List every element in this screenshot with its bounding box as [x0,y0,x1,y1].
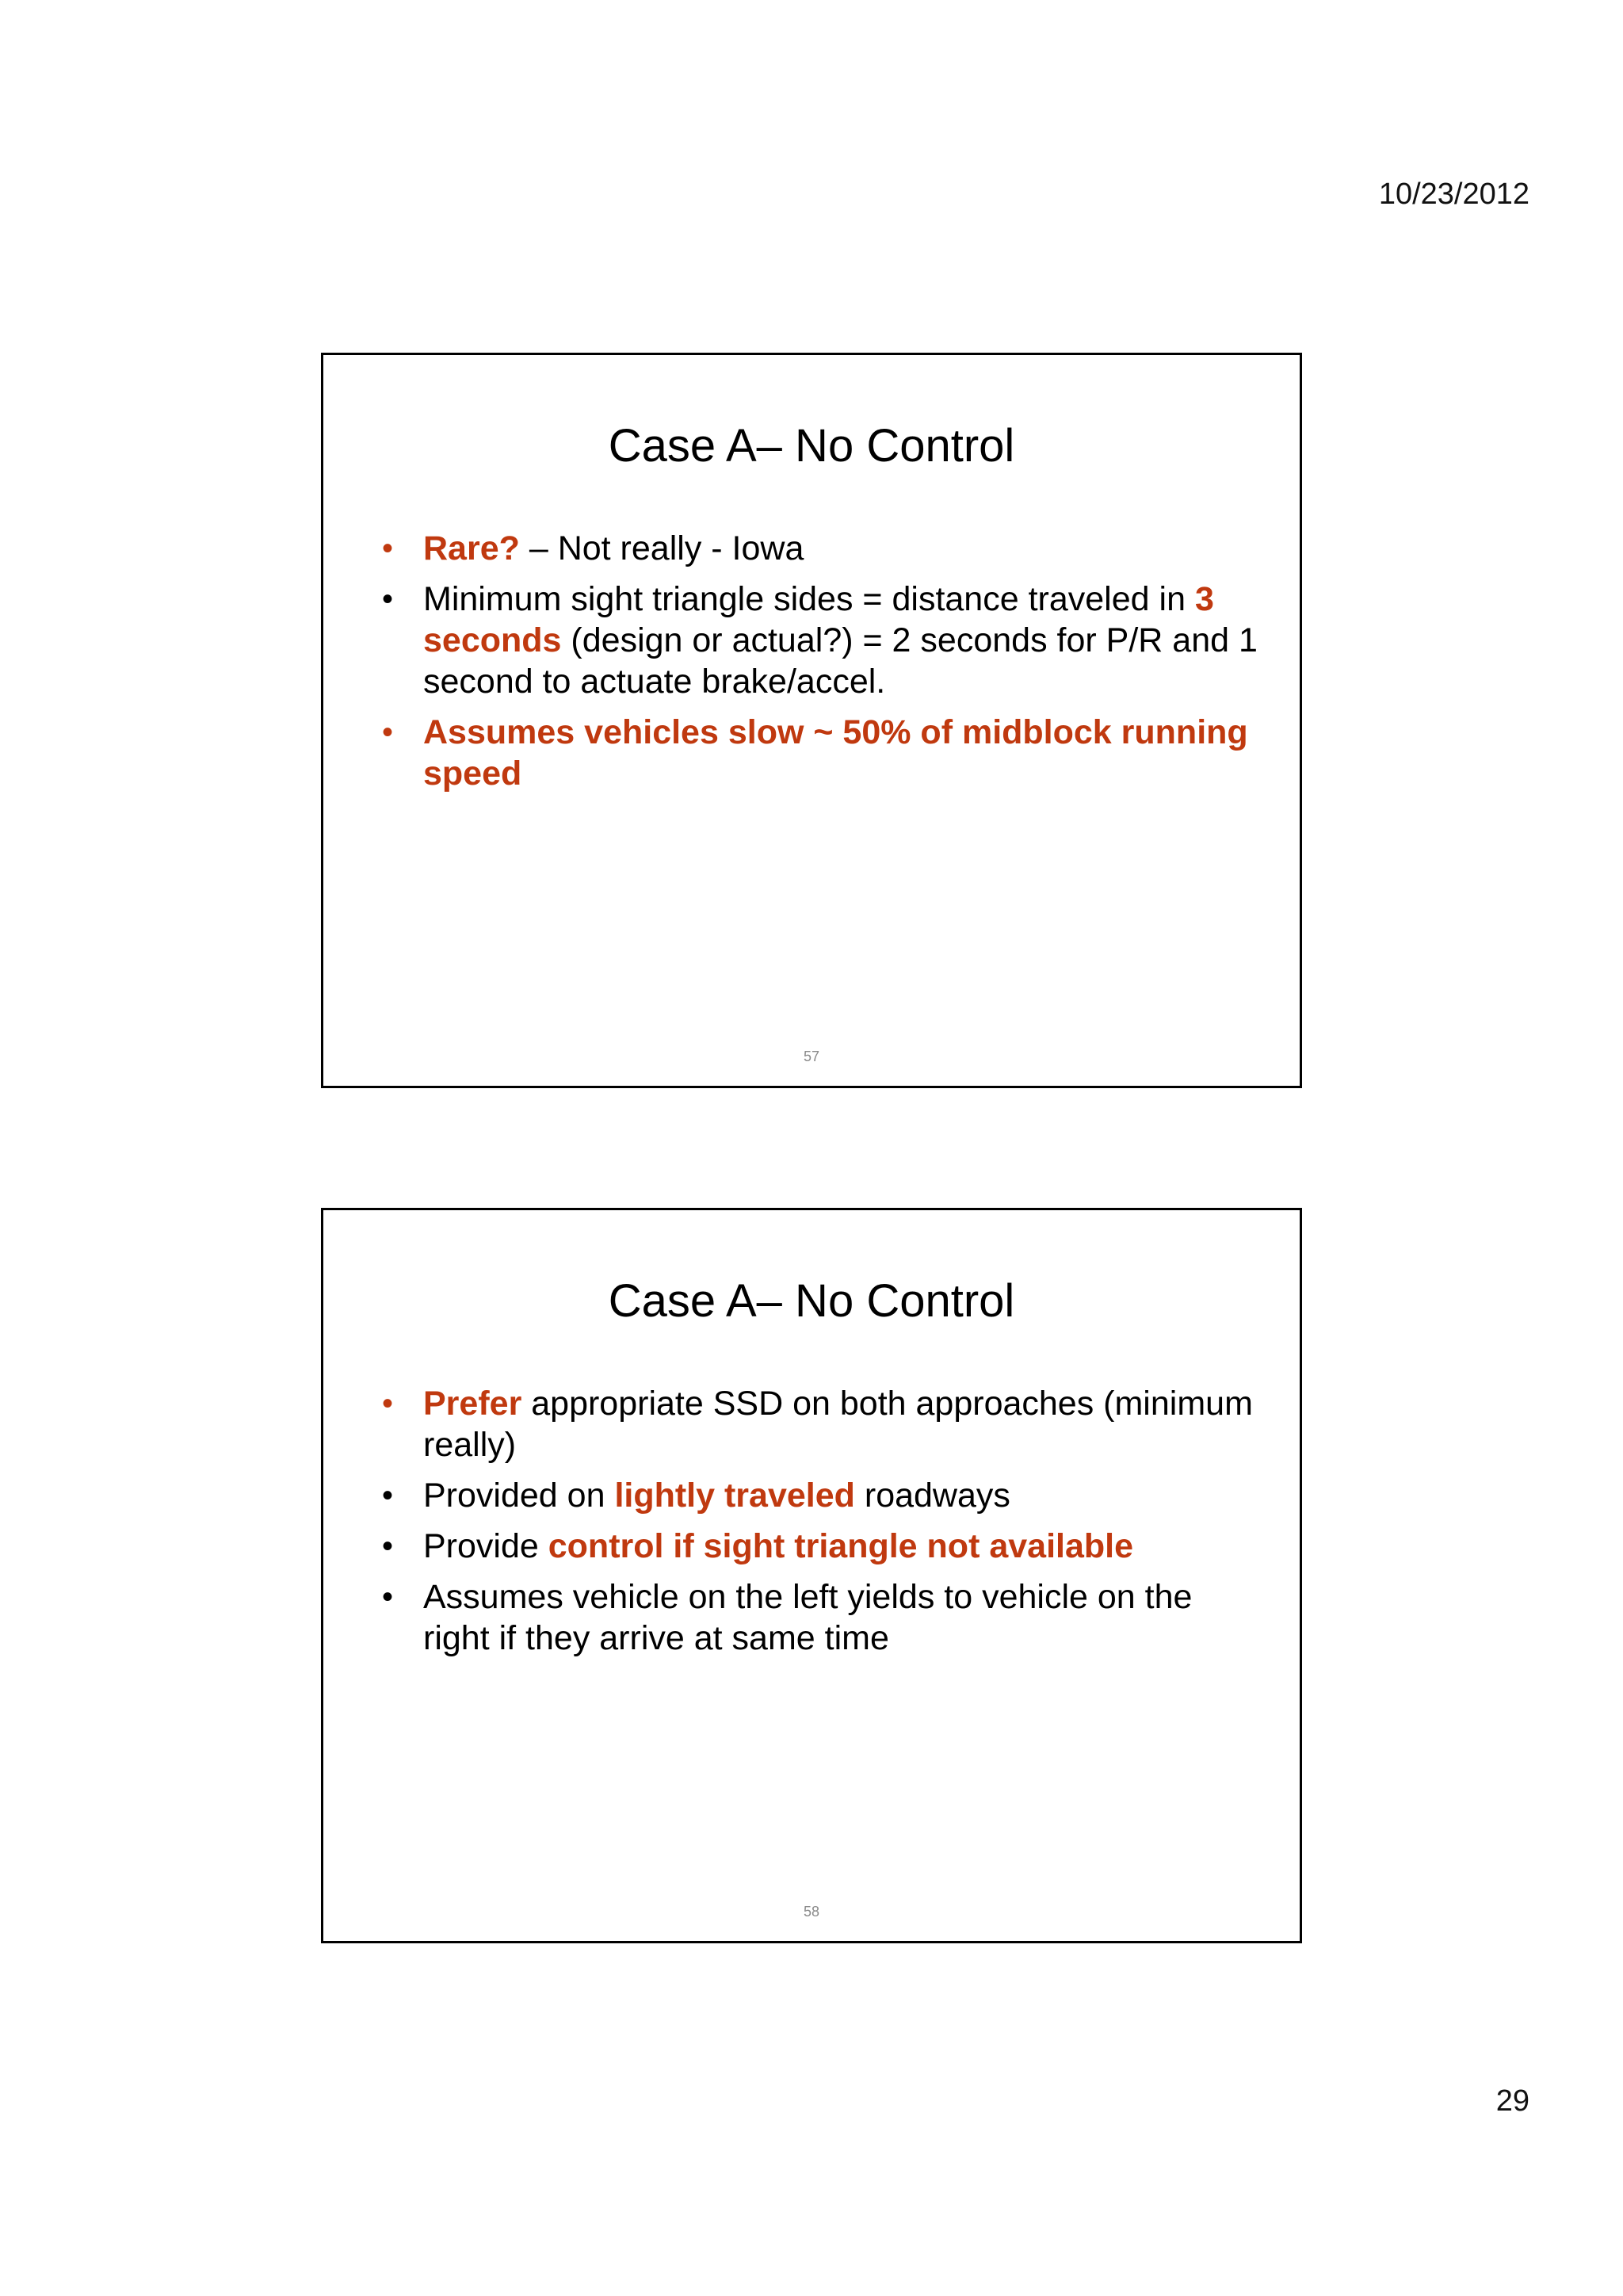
highlight-text: lightly traveled [614,1477,855,1515]
page-number: 29 [1495,2084,1529,2118]
bullet-icon: • [382,1580,394,1614]
bullet-text: appropriate SSD on both approaches (minimum really) [423,1385,1253,1464]
bullet-text: Minimum sight triangle sides = distance traveled in [423,580,1195,618]
slide-57 [321,353,1302,1088]
bullet-icon: • [382,1478,394,1513]
bullet-item [379,1526,1258,1567]
highlight-text: 3 seconds [423,580,1214,659]
bullet-text: roadways [854,1477,1010,1515]
bullet-icon: • [382,582,394,617]
bullet-icon: • [382,1386,394,1421]
highlight-text: Assumes vehicles slow ~ 50% of midblock running speed [423,713,1248,793]
bullet-list [379,1383,1258,1668]
bullet-item [379,1383,1258,1465]
bullet-icon: • [382,1529,394,1564]
bullet-item [379,712,1258,794]
slide-number: 58 [803,1904,820,1920]
bullet-item [379,1475,1258,1516]
bullet-text: Assumes vehicle on the left yields to vehicle on the right if they arrive at same time [423,1578,1193,1657]
bullet-item [379,579,1258,702]
bullet-text: – Not really - Iowa [519,529,804,567]
bullet-text: Provided on [423,1477,615,1515]
slide-title: Case A– No Control [608,1275,1015,1327]
slide-58 [321,1208,1302,1943]
bullet-icon: • [382,715,394,750]
highlight-text: control if sight triangle not available [548,1527,1134,1565]
bullet-text: Provide [423,1527,548,1565]
slide-title: Case A– No Control [608,420,1015,472]
highlight-text: Prefer [423,1385,522,1423]
bullet-item [379,1576,1258,1659]
slide-number: 57 [803,1049,820,1064]
bullet-text: (design or actual?) = 2 seconds for P/R and 1 second to actuate brake/accel. [423,621,1258,701]
bullet-icon: • [382,531,394,566]
bullet-list [379,528,1258,804]
highlight-text: Rare? [423,529,520,567]
page-date: 10/23/2012 [1378,178,1529,211]
bullet-item [379,528,1258,569]
